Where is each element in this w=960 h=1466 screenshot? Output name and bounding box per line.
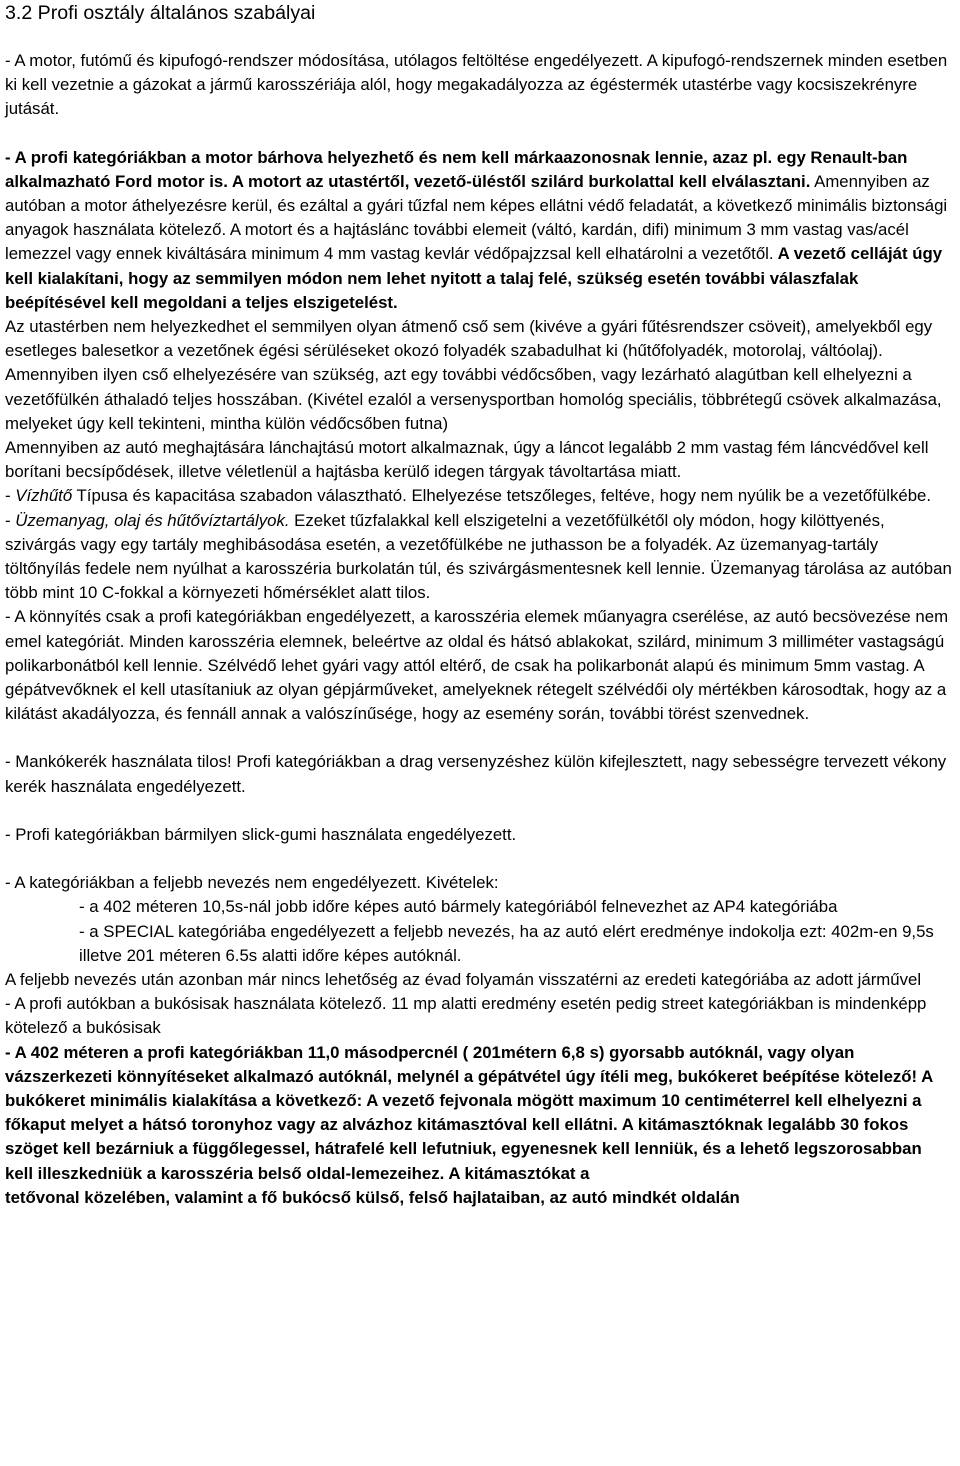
spacer <box>5 726 954 750</box>
paragraph-pipes: Az utastérben nem helyezkedhet el semmilyen olyan átmenő cső sem (kivéve a gyári fűtésrendszer csöveit), amelyekből egy esetleges balesetkor a vezetőnek égési sérüléseket okozó folyadék szabadulhat ki (hűtőfolyadék, motorolaj, váltóolaj). Amennyiben ilyen cső elhelyezésére van szükség, azt egy további védőcsőben, vagy lezárható alagútban kell elhelyezni a vezetőfülkén áthaladó teljes hosszában. (Kivétel ezalól a versenysportban homológ speciális, többrétegű csövek alkalmazása, melyeket úgy kell tekinteni, mintha külön védőcsőben futna) <box>5 317 942 433</box>
spacer <box>5 799 954 823</box>
paragraph-chain-drive: Amennyiben az autó meghajtására lánchajtású motort alkalmaznak, úgy a láncot legalább 2 mm vastag fém láncvédővel kell borítani becsípődések, illetve véletlenül a hajtásba kerülő idegen tárgyak távoltartása miatt. <box>5 438 929 482</box>
paragraph-wheelie-bar: - Mankókerék használata tilos! Profi kategóriákban a drag versenyzéshez külön kifejlesztett, nagy sebességre tervezett vékony kerék használata engedélyezett. <box>5 752 947 796</box>
engine-placement-text: Amennyiben az autóban a motor áthelyezésre kerül, és ezáltal a gyári tűzfal nem képes ellátni védő feladatát, a következő minimális biztonsági anyagok használata kötelező. A motort és a hajtáslánc további elemeit (váltó, kardán, difi) minimum 3 mm vastag vas/acél lemezzel vagy ennek kiváltására minimum 4 mm vastag kevlár védőpajzzsal kell elhatárolni a vezetőtől. <box>5 171 948 264</box>
paragraph-after-upgrade: A feljebb nevezés után azonban már nincs lehetőség az évad folyamán visszatérni az eredeti kategóriába az adott járművel <box>5 969 922 989</box>
fuel-prefix: - <box>5 510 16 530</box>
list-item: - a 402 méteren 10,5s-nál jobb időre képes autó bármely kategóriából felnevezhet az AP4 kategóriába <box>79 897 838 917</box>
radiator-label: Vízhűtő <box>15 486 73 506</box>
paragraph-engine-placement <box>5 146 954 315</box>
paragraph-slick-tyres: - Profi kategóriákban bármilyen slick-gumi használata engedélyezett. <box>5 824 517 844</box>
section-heading: 3.2 Profi osztály általános szabályai <box>5 2 316 24</box>
paragraph-helmet: - A profi autókban a bukósisak használata kötelező. 11 mp alatti eredmény esetén pedig street kategóriákban is mindenképp kötelező a bukósisak <box>5 994 927 1038</box>
paragraph-roll-cage <box>5 1041 954 1210</box>
list-item: - a SPECIAL kategóriába engedélyezett a feljebb nevezés, ha az autó elért eredménye indokolja ezt: 402m-en 9,5s illetve 201 méteren 6.5s alatti időre képes autóknál. <box>79 921 934 965</box>
paragraph-radiator <box>5 484 954 508</box>
roll-cage-last-line: tetővonal közelében, valamint a fő bukócső külső, felső hajlataiban, az autó mindkét oldalán <box>5 1187 740 1207</box>
spacer <box>5 25 954 49</box>
fuel-tanks-label: Üzemanyag, olaj és hűtővíztartályok. <box>15 510 290 530</box>
paragraph-exhaust: - A motor, futómű és kipufogó-rendszer módosítása, utólagos feltöltése engedélyezett. A kipufogó-rendszernek minden esetben ki kell vezetnie a gázokat a jármű karosszériája alól, hogy megakadályozza az égéstermék utastérbe vagy kocsiszekrényre jutását. <box>5 51 948 119</box>
spacer <box>5 847 954 871</box>
radiator-text: Típusa és kapacitása szabadon választható. Elhelyezése tetszőleges, feltéve, hogy nem nyúlik be a vezetőfülkébe. <box>72 486 932 506</box>
fuel-tanks-text: Ezeket tűzfalakkal kell elszigetelni a vezetőfülkétől oly módon, hogy kilöttyenés, szivárgás vagy egy tartály meghibásodása esetén, a vezetőfülkébe ne juthasson be a folyadék. Az üzemanyag-tartály töltőnyílás fedele nem nyúlhat a karosszéria burkolatán túl, és szivárgásmentesnek kell lennie. Üzemanyag tárolása az autóban több mint 10 C-fokkal a környezeti hőmérséklet alatt tilos. <box>5 510 952 603</box>
roll-cage-text: - A 402 méteren a profi kategóriákban 11,0 másodpercnél ( 201métern 6,8 s) gyorsabb autóknál, vagy olyan vázszerkezeti könnyítéseket alkalmazó autóknál, melynél a gépátvétel úgy ítéli meg, bukókeret beépítése kötelező! A bukókeret minimális kialakítása a következő: A vezető fejvonala mögött maximum 10 centiméterrel kell elhelyezni a főkaput melyet a hátsó toronyhoz vagy az alvázhoz kitámasztóval kell ellátni. A kitámasztóknak legalább 30 fokos szöget kell bezárniuk a függőlegessel, hátrafelé kell lefutniuk, egyenesnek kell lenniük, és a lehető legszorosabban kell illeszkedniük a karosszéria belső oldal-lemezeihez. A kitámasztókat a <box>5 1042 933 1183</box>
driver-cell-bold-text: A vezető celláját úgy kell kialakítani, hogy az semmilyen módon nem lehet nyitott a talaj felé, szükség esetén további válaszfalak beépítésével kell megoldani a teljes elszigetelést. <box>5 244 943 312</box>
paragraph-fuel-tanks <box>5 509 954 606</box>
paragraph-lightening: - A könnyítés csak a profi kategóriákban engedélyezett, a karosszéria elemek műanyagra cserélése, az autó becsövezése nem emel kategóriát. Minden karosszéria elemnek, beleértve az oldal és hátsó ablakokat, szilárd, minimum 3 milliméter vastagságú polikarbonátból kell lennie. Szélvédő lehet gyári vagy attól eltérő, de csak ha polikarbonát alapú és minimum 5mm vastag. A gépátvevőknek el kell utasítaniuk az olyan gépjárműveket, amelyeknek rétegelt szélvédői oly mértékben károsodtak, hogy az a kilátást akadályozza, és fennáll annak a valószínűsége, hogy az esemény során, további törést szenvednek. <box>5 607 949 724</box>
radiator-prefix: - <box>5 486 16 506</box>
engine-placement-bold-text: - A profi kategóriákban a motor bárhova helyezhető és nem kell márkaazonosnak lennie, azaz pl. egy Renault-ban alkalmazható Ford motor is. A motort az utastértől, vezető-üléstől szilárd burkolattal kell elválasztani. <box>5 147 908 191</box>
spacer <box>5 122 954 146</box>
paragraph-category-upgrade: - A kategóriákban a feljebb nevezés nem engedélyezett. Kivételek: <box>5 873 499 893</box>
